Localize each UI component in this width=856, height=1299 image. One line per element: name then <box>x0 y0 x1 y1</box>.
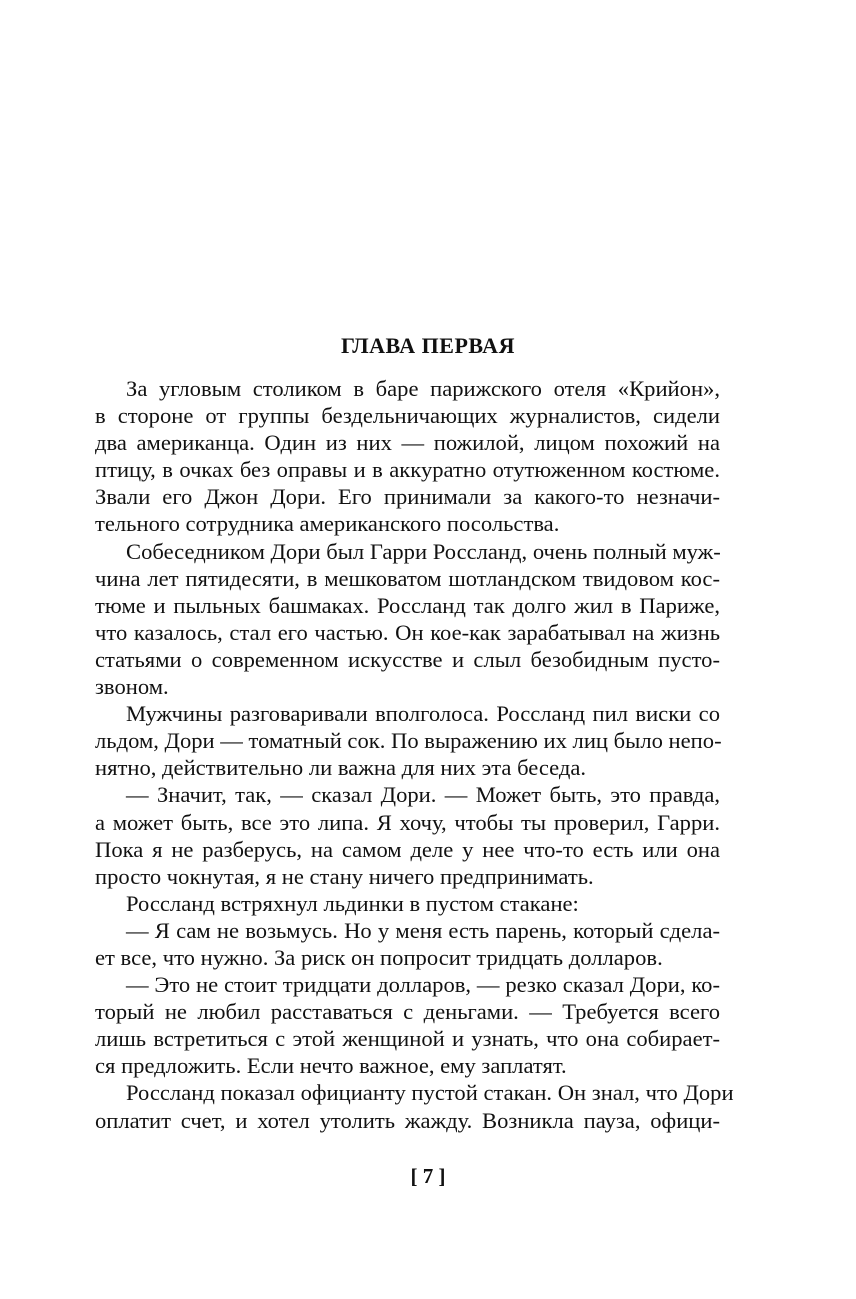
text-line: тюме и пыльных башмаках. Россланд так долго жил в Париже, <box>95 592 720 618</box>
text-line: ся предложить. Если нечто важное, ему заплатят. <box>95 1053 567 1079</box>
text-line: Россланд встряхнул льдинки в пустом стакане: <box>126 890 579 916</box>
text-line: тельного сотрудника американского посольства. <box>95 511 560 537</box>
text-line: лишь встретиться с этой женщиной и узнать, что она собирает- <box>95 1026 720 1052</box>
text-line: торый не любил расставаться с деньгами. — Требуется всего <box>95 999 720 1025</box>
text-line: а может быть, все это липа. Я хочу, чтобы ты проверил, Гарри. <box>95 809 720 835</box>
text-line: статьями о современном искусстве и слыл безобидным пусто- <box>95 646 720 672</box>
page-number: [ 7 ] <box>410 1164 446 1188</box>
text-line: льдом, Дори — томатный сок. По выражению их лиц было непо- <box>95 728 722 754</box>
text-line: птицу, в очках без оправы и в аккуратно отутюженном костюме. <box>95 457 720 483</box>
text-line: что казалось, стал его частью. Он кое-как зарабатывал на жизнь <box>95 619 720 645</box>
text-line: — Это не стоит тридцати долларов, — резко сказал Дори, ко- <box>126 972 720 998</box>
text-line: звоном. <box>95 674 169 700</box>
text-line: Собеседником Дори был Гарри Россланд, очень полный муж- <box>126 538 721 564</box>
text-line: нятно, действительно ли важна для них эта беседа. <box>95 755 587 781</box>
text-line: просто чокнутая, я не стану ничего предпринимать. <box>95 863 594 889</box>
text-line: Пока я не разберусь, на самом деле у нее что-то есть или она <box>95 836 720 862</box>
text-line: — Значит, так, — сказал Дори. — Может быть, это правда, <box>126 782 720 808</box>
text-line: Звали его Джон Дори. Его принимали за какого-то незначи- <box>95 484 720 510</box>
text-line: За угловым столиком в баре парижского отеля «Крийон», <box>126 376 720 401</box>
text-line: чина лет пятидесяти, в мешковатом шотландском твидовом кос- <box>95 565 720 591</box>
text-line: в стороне от группы бездельничающих журналистов, сидели <box>95 403 720 429</box>
text-line: оплатит счет, и хотел утолить жажду. Возникла пауза, офици- <box>95 1107 720 1133</box>
text-line: Россланд показал официанту пустой стакан. Он знал, что Дори <box>126 1080 734 1106</box>
text-line: ет все, что нужно. За риск он попросит тридцать долларов. <box>95 944 663 970</box>
body-text <box>95 375 734 1134</box>
text-line: два американца. Один из них — пожилой, лицом похожий на <box>95 430 720 456</box>
text-line: — Я сам не возьмусь. Но у меня есть парень, который сдела- <box>126 917 720 943</box>
text-line: Мужчины разговаривали вполголоса. Россланд пил виски со <box>126 701 720 727</box>
chapter-title: ГЛАВА ПЕРВАЯ <box>341 333 515 358</box>
